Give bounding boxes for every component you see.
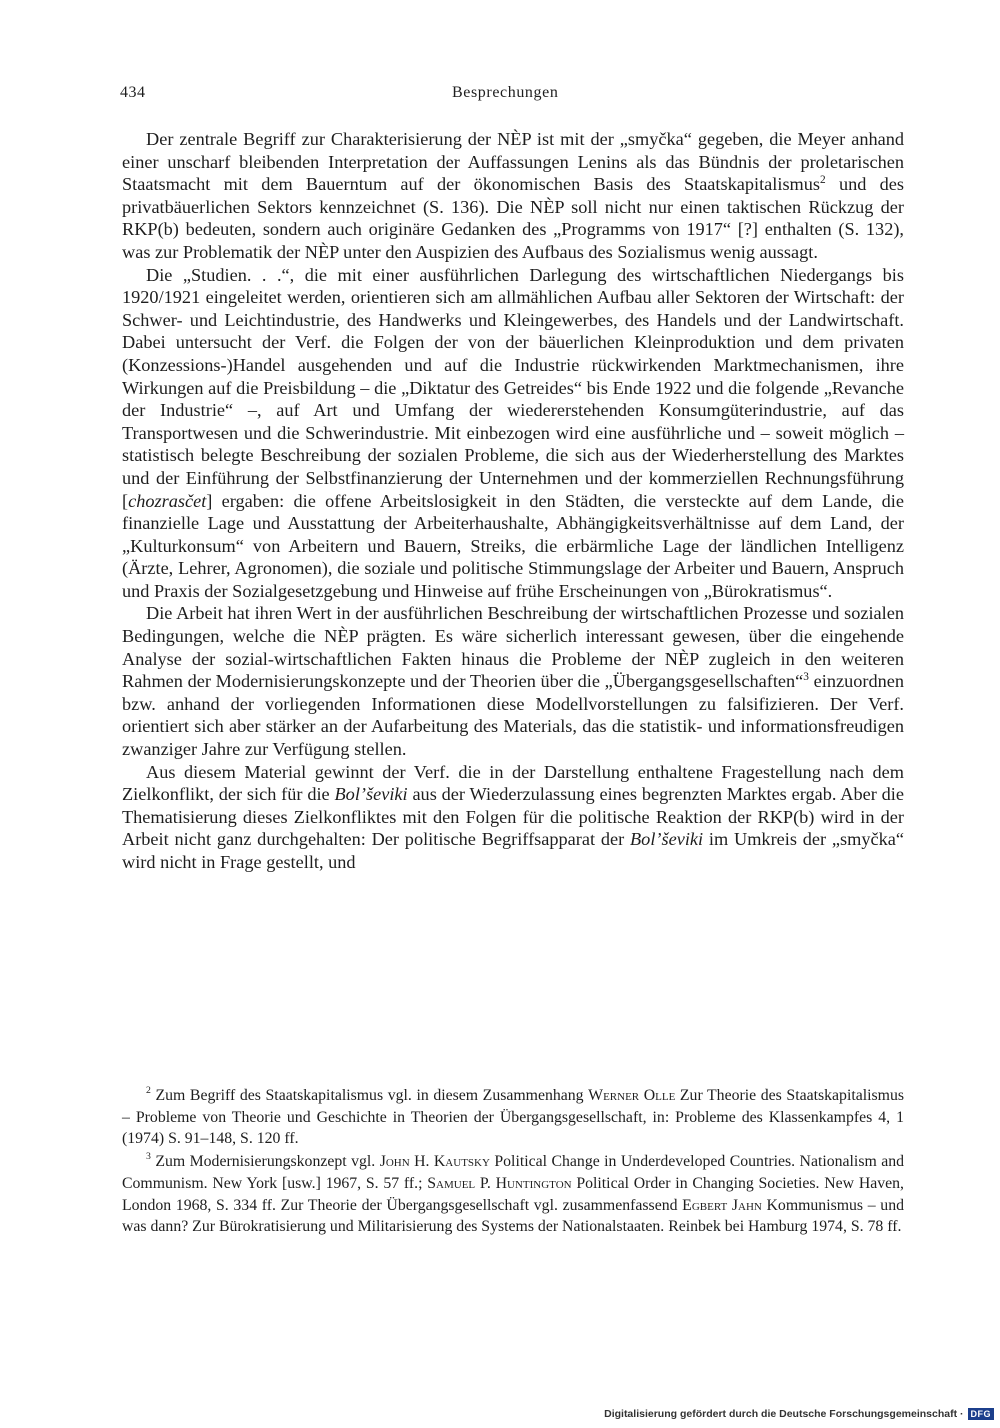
paragraph-3-text-a: Die Arbeit hat ihren Wert in der ausführlichen Beschreibung der wirtschaftlichen Prozesse und sozialen Bedingungen, welche die NÈP prägten. Es wäre sicherlich interessant gewesen, über die eingehende Analyse der sozial-wirtschaftlichen Fakten hinaus die Probleme der NÈP zugleich in den weiteren Rahmen der Modernisierungskonzepte und der Theorien über die „Übergangsgesellschaften“ xyxy=(122,603,904,692)
footnote-2-author: Werner Olle xyxy=(588,1087,676,1104)
footnote-3-author-2: Samuel P. Huntington xyxy=(427,1174,572,1192)
article-body xyxy=(122,128,904,874)
paragraph-4-text-a: Aus diesem Material gewinnt der Verf. die in der Darstellung enthaltene Fragestellung nach dem Zielkonflikt, der sich für die xyxy=(122,761,904,805)
paragraph-2 xyxy=(122,264,904,603)
footnote-2-text-b: Zur Theorie des Staatskapitalismus – Probleme von Theorie und Geschichte in Theorien der Übergangsgesellschaft, in: Probleme des Klassenkampfes 4, 1 (1974) S. 91–148, S. 120 ff. xyxy=(122,1087,905,1148)
footnote-3-author-3: Egbert Jahn xyxy=(682,1196,762,1214)
footnote-3-author-1: John H. Kautsky xyxy=(379,1153,490,1171)
footnote-2 xyxy=(122,1085,904,1150)
dfg-logo-icon: DFG xyxy=(968,1408,995,1420)
running-title: Besprechungen xyxy=(452,84,559,101)
footnote-3-text-b: Political Change in Underdeveloped Countries. Nationalism and Communism. New York [usw.] 1967, S. 57 ff.; xyxy=(122,1153,905,1192)
paragraph-3-text-b: einzuordnen bzw. anhand der vorliegenden Informationen diese Modellvorstellungen zu falsifizieren. Der Verf. orientiert sich aber stärker an der Aufarbeitung des Materials, das die statistik- und informationsfreudigen zwanziger Jahre zur Verfügung stellen. xyxy=(122,671,904,760)
footnote-3-text-d: Kommunismus – und was dann? Zur Bürokratisierung und Militarisierung des Systems der Nationalstaaten. Reinbek bei Hamburg 1974, S. 78 ff. xyxy=(122,1196,904,1236)
footnote-3-number: 3 xyxy=(146,1151,151,1163)
paragraph-4 xyxy=(122,761,904,874)
paragraph-2-italic-term: chozrasčet xyxy=(128,490,207,511)
paragraph-1-text-a: Der zentrale Begriff zur Charakterisierung der NÈP ist mit der „smyčka“ gegeben, die Meyer anhand einer unscharf bleibenden Interpretation der Auffassungen Lenins als das Bündnis der proletarischen Staatsmacht mit dem Bauerntum auf der ökonomischen Basis des Staatskapitalismus xyxy=(122,129,904,195)
paragraph-2-text-a: Die „Studien. . .“, die mit einer ausführlichen Darlegung des wirtschaftlichen Niedergangs bis 1920/1921 eingeleitet werden, orientieren sich am allmählichen Aufbau aller Sektoren der Wirtschaft: der Schwer- und Leichtindustrie, des Handwerks und Kleingewerbes, des Handels und der Landwirtschaft. Dabei untersucht der Verf. die Folgen der von der bäuerlichen Kleinproduktion und dem privaten (Konzessions-)Handel ausgehenden und auf die Industrie rückwirkenden Marktmechanismen, ihre Wirkungen auf die Preisbildung – die „Diktatur des Getreides“ bis Ende 1922 und die folgende „Revanche der Industrie“ –, auf Art und Umfang der wiedererstehenden Konsumgüterindustrie, auf das Transportwesen und die Schwerindustrie. Mit einbezogen wird eine ausführliche und – soweit möglich – statistisch belegte Beschreibung der sozialen Probleme, die sich aus der Wiederherstellung des Marktes und der Einführung der Selbstfinanzierung der Unternehmen und der kommerziellen Rechnungsführung [ xyxy=(122,264,904,511)
paragraph-4-italic-term-2: Bol’ševiki xyxy=(630,829,704,850)
footnote-3 xyxy=(122,1151,904,1238)
footnote-3-text-a: Zum Modernisierungskonzept vgl. xyxy=(150,1153,380,1171)
footnote-3-text-c: Political Order in Changing Societies. New Haven, London 1968, S. 334 ff. Zur Theorie der Übergangsgesellschaft vgl. zusammenfassend xyxy=(122,1174,904,1214)
paragraph-1-text-b: und des privatbäuerlichen Sektors kennzeichnet (S. 136). Die NÈP soll nicht nur einen taktischen Rückzug der RKP(b) bedeuten, sondern auch originäre Gedanken des „Programms von 1917“ [?] enthalten (S. 132), was zur Problematik der NÈP unter den Auspizien des Aufbaus des Sozialismus wenig aussagt. xyxy=(122,174,904,262)
page-number: 434 xyxy=(120,84,146,101)
footnote-ref-2: 2 xyxy=(820,173,826,186)
footnote-2-number: 2 xyxy=(146,1085,151,1097)
footnote-2-text-a: Zum Begriff des Staatskapitalismus vgl. in diesem Zusammenhang xyxy=(150,1087,589,1104)
paragraph-4-text-c: im Umkreis der „smyčka“ wird nicht in Frage gestellt, und xyxy=(122,829,904,872)
digitization-credit-text: Digitalisierung gefördert durch die Deutsche Forschungsgemeinschaft · xyxy=(604,1408,964,1420)
footnotes xyxy=(122,1085,904,1239)
footnote-ref-3: 3 xyxy=(803,670,809,683)
paragraph-2-text-b: ] ergaben: die offene Arbeitslosigkeit in den Städten, die versteckte auf dem Lande, die finanzielle Lage und Ausstattung der Arbeiterhaushalte, Abhängigkeitsverhältnisse auf dem Land, der „Kulturkonsum“ von Arbeitern und Bauern, Streiks, die erbärmliche Lage der ländlichen Intelligenz (Ärzte, Lehrer, Agronomen), die soziale und politische Stimmungslage der Arbeiter und Bauern, Anspruch und Praxis der Sozialgesetzgebung und Hinweise auf frühe Erscheinungen von „Bürokratismus“. xyxy=(122,490,904,601)
digitization-credit xyxy=(604,1406,994,1422)
paragraph-4-italic-term-1: Bol’ševiki xyxy=(334,784,408,805)
paragraph-4-text-b: aus der Wiederzulassung eines begrenzten Marktes ergab. Aber die Thematisierung dieses Zielkonfliktes mit den Folgen für die politische Reaktion der RKP(b) wird in der Arbeit nicht ganz durchgehalten: Der politische Begriffsapparat der xyxy=(122,784,904,850)
paragraph-1 xyxy=(122,128,904,264)
paragraph-3 xyxy=(122,602,904,760)
